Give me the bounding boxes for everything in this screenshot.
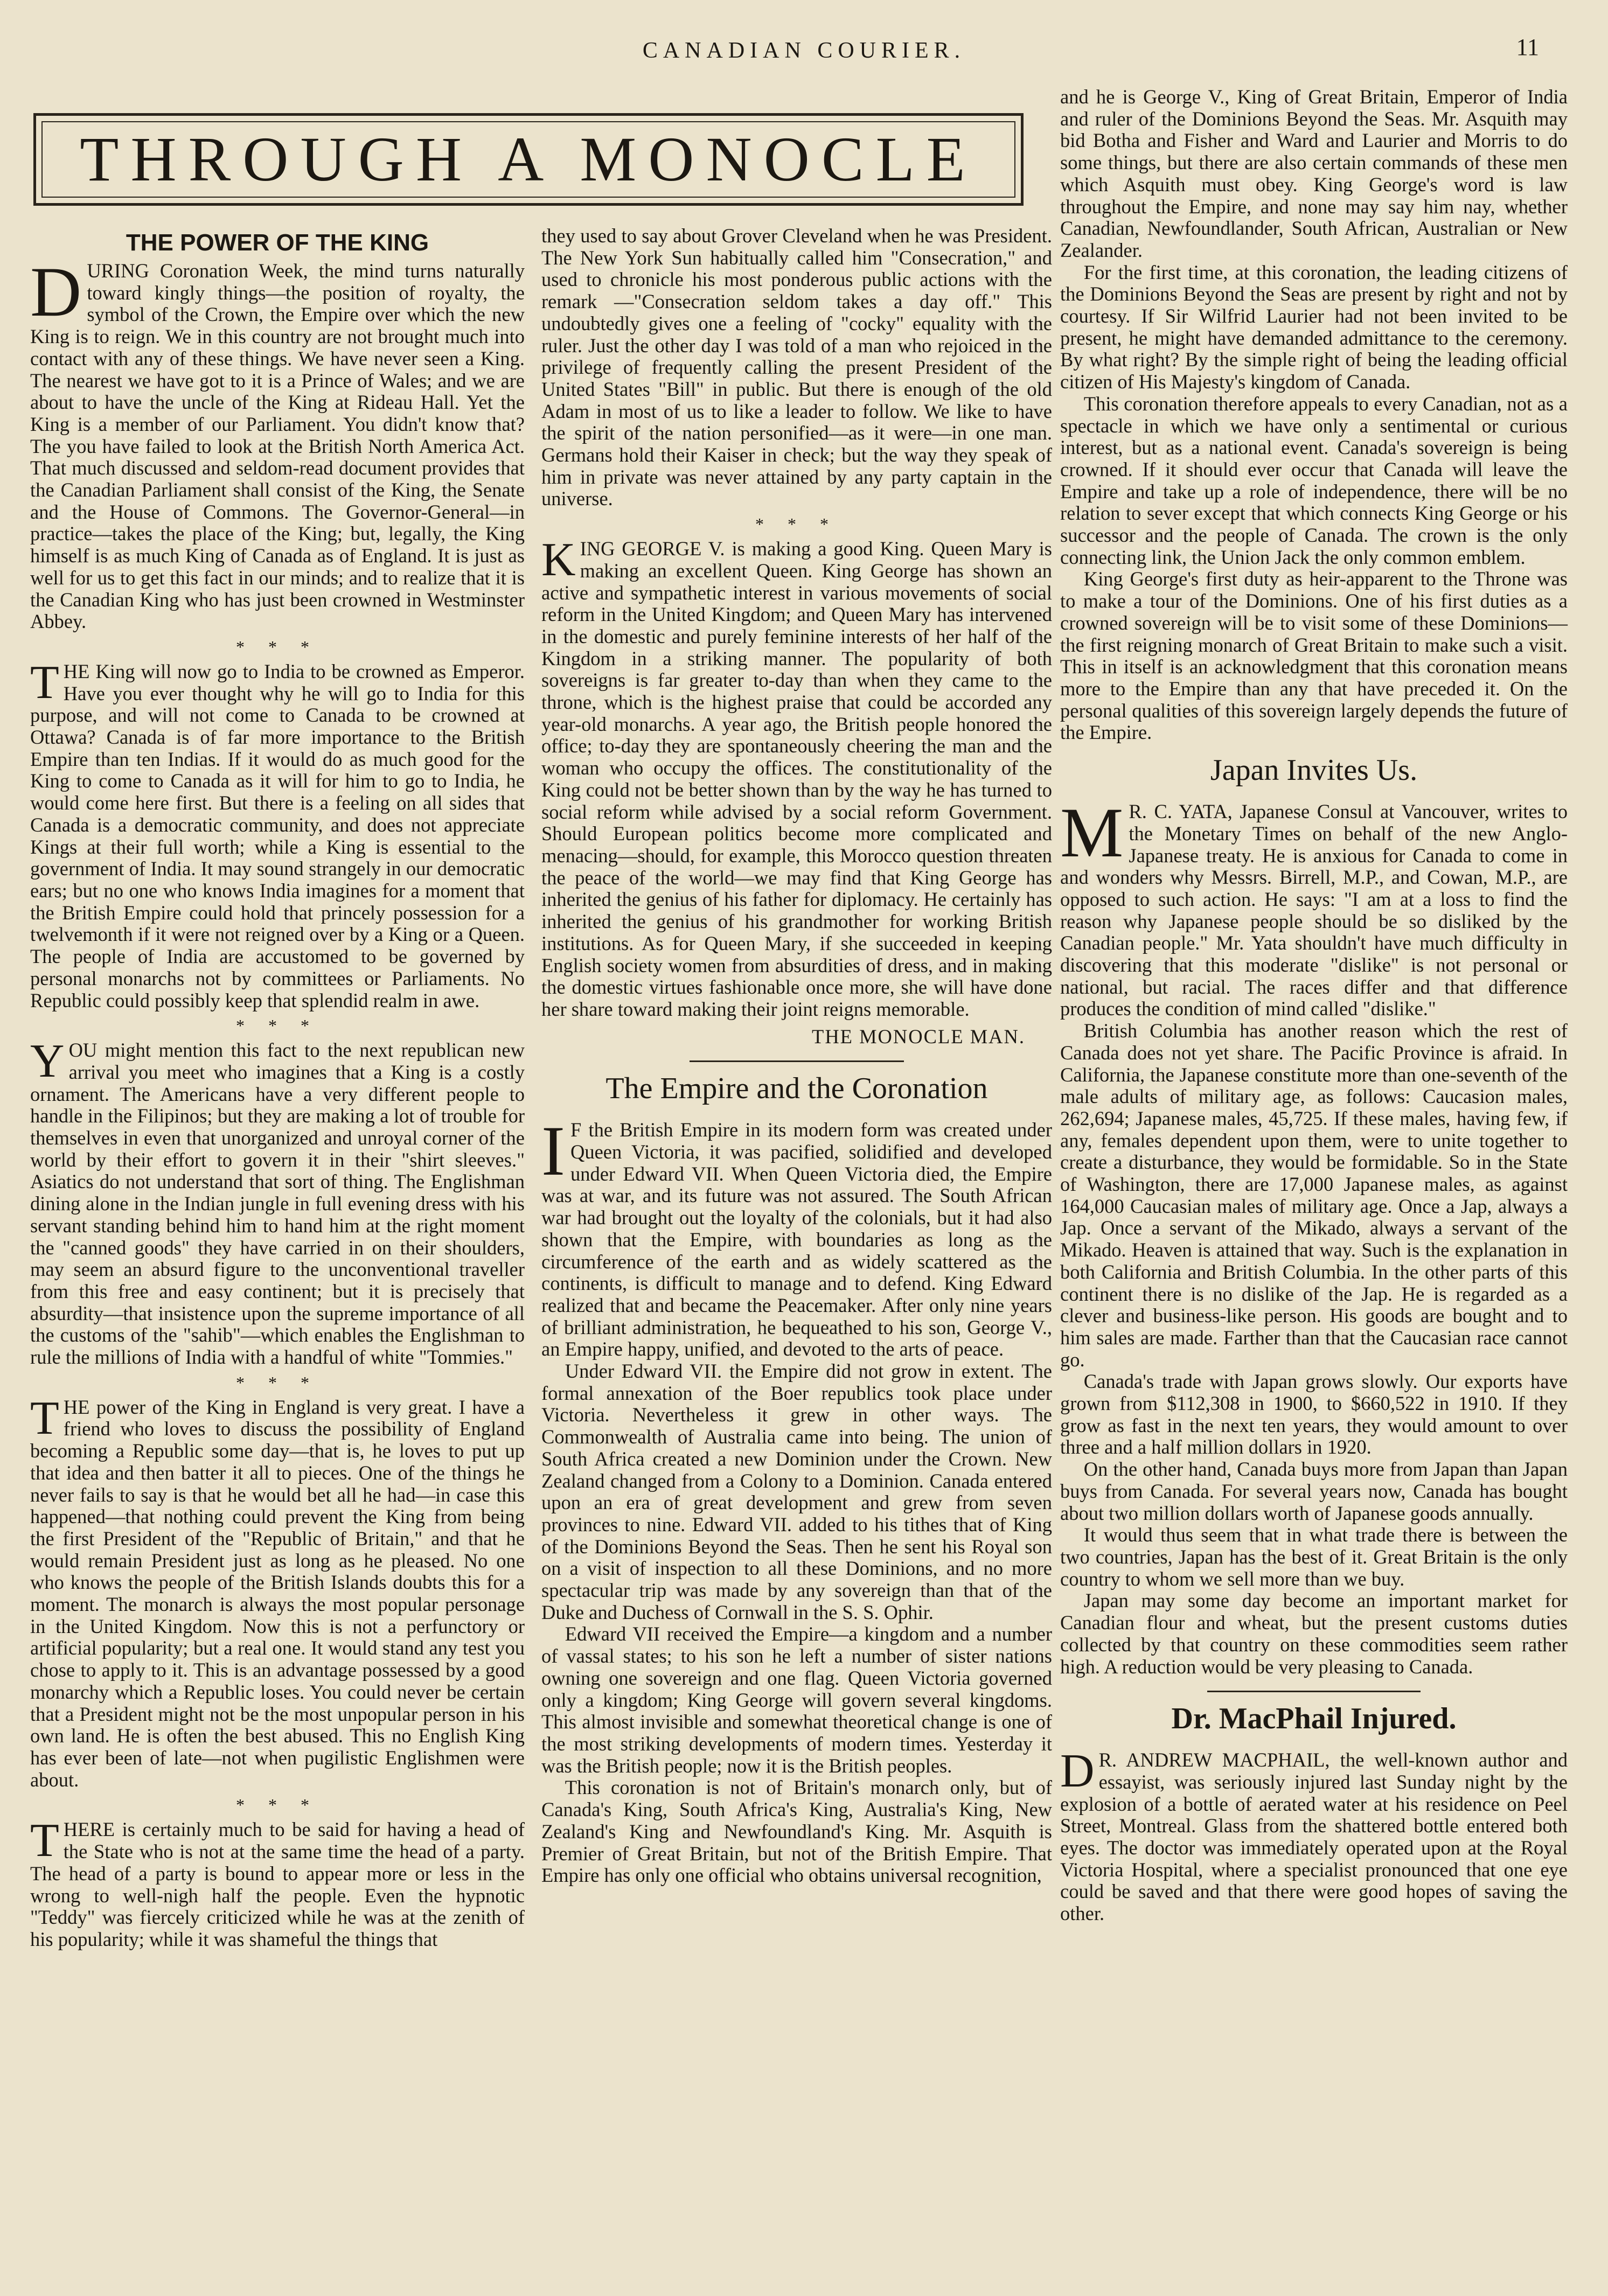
paragraph: This coronation therefore appeals to every Canadian, not as a spectacle in which we have only a sentimental or curious interest, but as a national event. Canada's sovereign is being crowned. If it should ever occur that Canada will leave the Empire and take up a role of independence, there will be no relation to sever except that which connects King George or his successor and the people of Canada. The crown is the only connecting link, the Union Jack the only common emblem. bbox=[1060, 392, 1568, 568]
paragraph: IF the British Empire in its modern form was created under Queen Victoria, it was pacified, solidified and developed under Edward VII. When Queen Victoria died, the Empire was at war, and its future was not assured. The South African war had brought out the loyalty of the colonials, but it had also shown that the Empire, with boundaries as long as the circumference of the earth and as widely scattered as the continents, is difficult to manage and to defend. King Edward realized that and became the Peacemaker. After only nine years of brilliant administration, he bequeathed to his son, George V., an Empire happy, unified, and devoted to the arts of peace. bbox=[541, 1111, 1052, 1360]
section-separator: * * * bbox=[236, 637, 319, 657]
paragraph: THE power of the King in England is very great. I have a friend who loves to discuss the possibility of England becoming a Republic some day—that is, he loves to put up that idea and then batter it all to pieces. One of the things he never fails to say is that he would bet all he had—in case this happened—that nothing could prevent the King from being the first President of the "Republic of Britain," and that he would remain President just as long as he pleased. No one who knows the people of the British Islands doubts this for a moment. The monarch is always the most popular personage in the United Kingdom. Now this is not a perfunctory or artificial popularity; but a real one. It would stand any test you chose to apply to it. This is an advantage possessed by a good monarchy which a Republic loses. You could never be certain that a President might not be the most unpopular person in his own land. He is often the best abused. This no English King has ever been of late—not when pugilistic Englishmen were about. bbox=[30, 1392, 525, 1791]
paragraph: and he is George V., King of Great Britain, Emperor of India and ruler of the Dominions Beyond the Seas. Mr. Asquith may bid Botha and Fisher and Ward and Laurier and Morris to do some things, but there are also certain commands of these men which Asquith must obey. King George's word is law throughout the Empire, and none may say him nay, whether Canadian, Newfoundlander, South African, Australian or New Zealander. bbox=[1060, 86, 1568, 261]
paragraph: Canada's trade with Japan grows slowly. Our exports have grown from $112,308 in 1900, to $660,522 in 1910. If they grow as fast in the next ten years, they would amount to over three and a half million dollars in 1920. bbox=[1060, 1370, 1568, 1458]
page-number: 11 bbox=[1516, 34, 1539, 60]
paragraph: Edward VII received the Empire—a kingdom and a number of vassal states; to his son he left a number of sister nations owning one sovereign and one flag. Queen Victoria governed only a kingdom; King George will govern several kingdoms. This almost invisible and somewhat theoretical change is one of the most striking developments of modern times. Yesterday it was the British people; now it is the British peoples. bbox=[541, 1623, 1052, 1777]
section-separator: * * * bbox=[755, 514, 838, 534]
article-heading-power-of-the-king: THE POWER OF THE KING bbox=[126, 229, 429, 256]
column-2 bbox=[541, 225, 1052, 1887]
column-masthead bbox=[33, 113, 1024, 206]
paragraph: YOU might mention this fact to the next republican new arrival you meet who imagines that a King is a costly ornament. The Americans have a very different people to handle in the Filipinos; but they are making a lot of trouble for themselves in even that unorganized and unroyal corner of the world by their effort to govern it in their "shirt sleeves." Asiatics do not understand that sort of thing. The Englishman dining alone in the Indian jungle in full evening dress with his servant standing behind him to hand him at the right moment the "canned goods" they have carried in on their shoulders, may seem an absurd figure to the unconventional traveller from this free and easy continent; but it is precisely that absurdity—that insistence upon the supreme importance of all the customs of the "sahib"—which enables the Englishman to rule the millions of India with a handful of white "Tommies." bbox=[30, 1035, 525, 1369]
article-heading-empire-coronation: The Empire and the Coronation bbox=[605, 1072, 988, 1106]
author-signature: THE MONOCLE MAN. bbox=[812, 1025, 1025, 1048]
section-separator: * * * bbox=[236, 1372, 319, 1392]
paragraph: Under Edward VII. the Empire did not grow in extent. The formal annexation of the Boer republics took place under Victoria. Nevertheless it grew in other ways. The Commonwealth of Australia came into being. The union of South Africa created a new Dominion under the Crown. New Zealand changed from a Colony to a Dominion. Canada entered upon an era of great development and grew from seven provinces to nine. Edward VII. added to his tithes that of King of the Dominions Beyond the Seas. Then he sent his Royal son on a visit of inspection to all these Dominions, and no more spectacular trip was made by any sovereign than that of the Duke and Duchess of Cornwall in the S. S. Ophir. bbox=[541, 1360, 1052, 1623]
paragraph: For the first time, at this coronation, the leading citizens of the Dominions Beyond the Seas are present by right and not by courtesy. If Sir Wilfrid Laurier had not been invited to be present, he might have demanded admittance to the ceremony. By what right? By the simple right of being the leading official citizen of His Majesty's kingdom of Canada. bbox=[1060, 261, 1568, 393]
paragraph: King George's first duty as heir-apparent to the Throne was to make a tour of the Dominions. One of his first duties as a crowned sovereign will be to visit some of these Dominions—the first reigning monarch of Great Britain to make such a visit. This in itself is an acknowledgment that this coronation means more to the Empire than any that have preceded it. On the personal qualities of this sovereign largely depends the future of the Empire. bbox=[1060, 568, 1568, 744]
paragraph: they used to say about Grover Cleveland when he was President. The New York Sun habitually called him "Consecration," and used to chronicle his most ponderous public actions with the remark —"Consecration seldom takes a day off." This undoubtedly gives one a feeling of "cocky" equality with the ruler. Just the other day I was told of a man who rejoiced in the privilege of frequently calling the present President of the United States "Bill" in public. But there is enough of the old Adam in most of us to like a leader to follow. We like to have the spirit of the nation personified—as it were—in one man. Germans hold their Kaiser in check; but the way they speak of him in private was never attained by any party captain in the universe. bbox=[541, 225, 1052, 510]
divider bbox=[1207, 1691, 1421, 1692]
paragraph: THERE is certainly much to be said for having a head of the State who is not at the same time the head of a party. The head of a party is bound to appear more or less in the wrong to well-nigh half the people. Even the hypnotic "Teddy" was fiercely criticized while he was at the zenith of his popularity; while it was shameful the things that bbox=[30, 1815, 525, 1950]
paragraph: MR. C. YATA, Japanese Consul at Vancouver, writes to the Monetary Times on behalf of the new Anglo-Japanese treaty. He is anxious for Canada to come in and wonders why Messrs. Birrell, M.P., and Cowan, M.P., are opposed to such action. He says: "I am at a loss to find the reason why Japanese people should be so disliked by the Canadian people." Mr. Yata shouldn't have much difficulty in discovering that this moderate "dislike" is not personal or national, but racial. The races differ and that difference produces the condition of mind called "dislike." bbox=[1060, 793, 1568, 1020]
running-head: CANADIAN COURIER. bbox=[642, 38, 966, 63]
paragraph: DR. ANDREW MACPHAIL, the well-known author and essayist, was seriously injured last Sunday night by the explosion of a bottle of aerated water at his residence on Peel Street, Montreal. Glass from the shattered bottle entered both eyes. The doctor was immediately operated upon at the Royal Victoria Hospital, where a specialist pronounced that one eye could be saved and that there were good hopes of saving the other. bbox=[1060, 1745, 1568, 1925]
paragraph: On the other hand, Canada buys more from Japan than Japan buys from Canada. For several years now, Canada has bought about two million dollars worth of Japanese goods annually. bbox=[1060, 1458, 1568, 1524]
divider bbox=[690, 1060, 904, 1062]
paragraph: This coronation is not of Britain's monarch only, but of Canada's King, South Africa's King, Australia's King, New Zealand's King and Newfoundland's King. Mr. Asquith is Premier of Great Britain, but not of the British Empire. That Empire has only one official who obtains universal recognition, bbox=[541, 1776, 1052, 1887]
paragraph: British Columbia has another reason which the rest of Canada does not yet share. The Pacific Province is afraid. In California, the Japanese constitute more than one-seventh of the male adults of military age, as follows: Caucasion males, 262,694; Japanese males, 45,725. If these males, having few, if any, females dependent upon them, were to unite together to create a disturbance, they would be formidable. So in the State of Washington, there are 17,000 Japanese males, as against 164,000 Caucasian males of military age. Once a Jap, always a Jap. Once a servant of the Mikado, always a servant of the Mikado. Heaven is attained that way. Such is the explanation in both California and British Columbia. In the other parts of this continent there is no dislike of the Jap. He is regarded as a clever and business-like person. His goods are bought and to him sales are made. Farther than that the Caucasian race cannot go. bbox=[1060, 1020, 1568, 1371]
section-separator: * * * bbox=[236, 1795, 319, 1815]
paragraph: Japan may some day become an important market for Canadian flour and wheat, but the present customs duties collected by that country on these commodities seem rather high. A reduction would be very pleasing to Canada. bbox=[1060, 1589, 1568, 1678]
paragraph: THE King will now go to India to be crowned as Emperor. Have you ever thought why he will go to India for this purpose, and will not come to Canada to be crowned at Ottawa? Canada is of far more importance to the British Empire than ten Indias. If it would do as much good for the King to come to Canada as it will for him to go to India, he would come here first. But there is a feeling on all sides that Canada is a democratic community, and does not appreciate Kings at their full worth; while a King is essential to the government of India. It may sound strangely in our democratic ears; but no one who knows India imagines for a moment that the British Empire could hold that princely possession for a twelvemonth if it were not reigned over by a King or a Queen. The people of India are accustomed to be governed by personal monarchs not by committees or Parliaments. No Republic could possibly keep that splendid realm in awe. bbox=[30, 656, 525, 1011]
article-heading-japan-invites-us: Japan Invites Us. bbox=[1210, 753, 1418, 787]
column-3 bbox=[1060, 86, 1568, 1925]
paragraph: DURING Coronation Week, the mind turns naturally toward kingly things—the position of royalty, the symbol of the Crown, the Empire over which the new King is to reign. We in this country are not brought much into contact with any of these things. We have never seen a King. The nearest we have got to it is a Prince of Wales; and we are about to have the uncle of the King at Rideau Hall. Yet the King is a member of our Parliament. You didn't know that? The you have failed to look at the British North America Act. That much discussed and seldom-read document provides that the Canadian Parliament shall consist of the King, the Senate and the House of Commons. The Governor-General—in practice—takes the place of the King; but, legally, the King himself is as much King of Canada as of England. It is just as well for us to get this fact in our minds; and to realize that it is the Canadian King who has just been crowned in Westminster Abbey. bbox=[30, 252, 525, 633]
paragraph: KING GEORGE V. is making a good King. Queen Mary is making an excellent Queen. King George has shown an active and sympathetic interest in various movements of social reform in the United Kingdom; and Queen Mary has intervened in the domestic and purely feminine interests of her half of the Kingdom in a striking manner. The popularity of both sovereigns is far greater to-day than when they came to the throne, which is the highest praise that could be accorded any year-old monarchs. A year ago, the British people honored the office; to-day they are spontaneously cheering the man and the woman who occupy the offices. The constitutionality of the King could not be better shown than by the way he has turned to social reform while advised by a social reform Government. Should European politics become more complicated and menacing—should, for example, this Morocco question threaten the peace of the world—we may find that King George has inherited the genius of his father for diplomacy. He certainly has inherited the genius of his grandmother for working British institutions. As for Queen Mary, if she succeeded in keeping English society women from absurdities of dress, and in making the domestic virtues fashionable once more, she will have done her share toward making their joint reigns memorable. bbox=[541, 534, 1052, 1020]
paragraph: It would thus seem that in what trade there is between the two countries, Japan has the best of it. Great Britain is the only country to whom we sell more than we buy. bbox=[1060, 1524, 1568, 1590]
masthead-title: THROUGH A MONOCLE bbox=[80, 124, 977, 194]
section-separator: * * * bbox=[236, 1016, 319, 1036]
article-heading-macphail-injured: Dr. MacPhail Injured. bbox=[1171, 1702, 1457, 1736]
column-1 bbox=[30, 229, 525, 1951]
